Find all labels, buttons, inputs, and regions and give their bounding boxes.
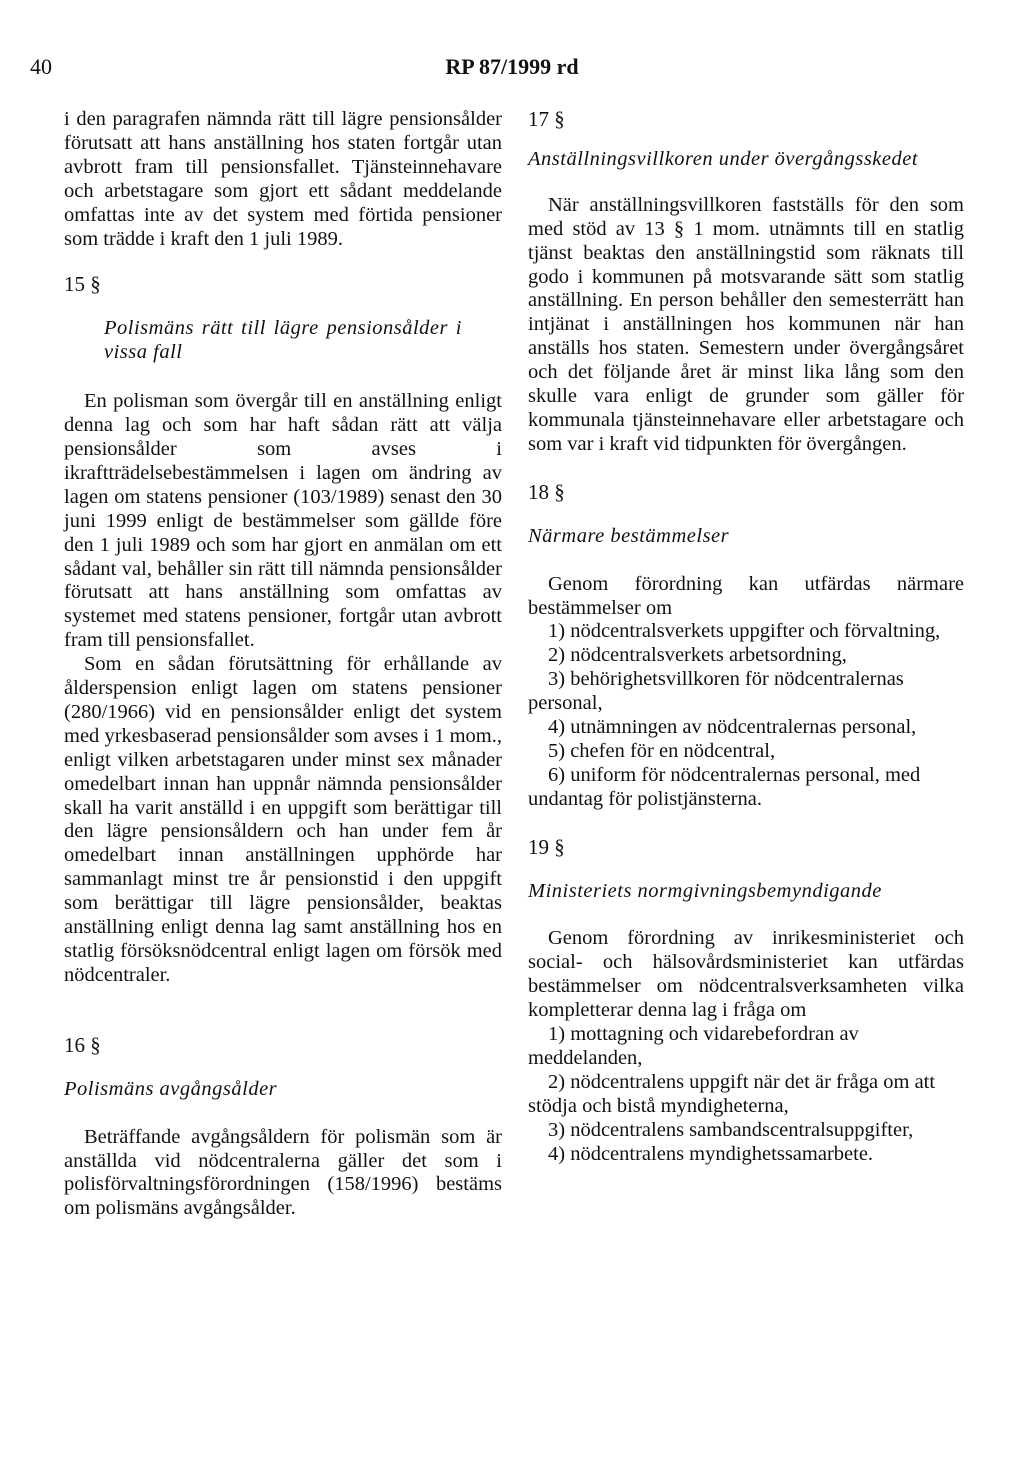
section-17-number: 17 § [528, 107, 565, 131]
section-15-number: 15 § [64, 272, 101, 297]
page-header [30, 54, 994, 84]
list-item: 2) nödcentralens uppgift när det är fråga om att stödja och bistå myndigheterna, [528, 1070, 936, 1117]
list-item: 6) uniform för nödcentralernas personal, med undantag för polistjänsterna. [528, 763, 921, 810]
section-18-number: 18 § [528, 479, 565, 504]
list-item: 1) mottagning och vidarebefordran av meddelanden, [528, 1023, 859, 1069]
page-number: 40 [30, 54, 52, 79]
section-16-title: Polismäns avgångsålder [64, 1077, 278, 1100]
section-17-paragraph-1: När anställningsvillkoren fastställs för den som med stöd av 13 § 1 mom. utnämnts till en statlig tjänst beaktas den anställningstid som räknats till godo i kommunen på motsvarande sätt som statlig anställning. En person behåller den semesterrätt han intjänat i anställningen hos kommunen när han anställs hos staten. Semestern under övergångsåret och det följande året är minst lika lång som den skulle vara enligt de grunder som gäller för kommunala tjänsteinnehavare eller arbetstagare och som var i kraft vid tidpunkten för övergången. [528, 193, 964, 455]
left-column [64, 108, 502, 1221]
running-head: RP 87/1999 rd [445, 54, 579, 79]
intro-paragraph: i den paragrafen nämnda rätt till lägre pensionsålder förutsatt att hans anställning hos staten fortgår utan avbrott fram till pensionsfallet. Tjänsteinnehavare och arbetstagare som gjort ett sådant meddelande omfattas inte av det system med förtida pensioner som trädde i kraft den 1 juli 1989. [64, 108, 502, 250]
section-18-title: Närmare bestämmelser [528, 524, 730, 547]
section-19-number: 19 § [528, 834, 565, 859]
section-19-intro: Genom förordning av inrikesministeriet och social- och hälsovårdsministeriet kan utfärdas bestämmelser om nödcentralsverksamheten vilka kompletterar denna lag i fråga om [528, 927, 964, 1022]
right-column [528, 108, 964, 1167]
section-16-number: 16 § [64, 1032, 101, 1057]
list-item: 3) nödcentralens sambandscentralsuppgifter, [548, 1118, 914, 1141]
list-item: 5) chefen för en nödcentral, [548, 739, 776, 762]
list-item: 4) utnämningen av nödcentralernas personal, [548, 716, 917, 739]
list-item: 1) nödcentralsverkets uppgifter och förvaltning, [548, 620, 941, 643]
section-19-title: Ministeriets normgivningsbemyndigande [528, 879, 882, 902]
list-item: 3) behörighetsvillkoren för nödcentralernas personal, [528, 668, 904, 715]
section-15-paragraph-2: Som en sådan förutsättning för erhållande av ålderspension enligt lagen om statens pensioner (280/1966) vid en pensionsålder enligt det system med yrkesbaserad pensionsålder som avses i 1 mom., enligt vilken arbetstagaren under minst sex månader omedelbart innan han uppnår nämnda pensionsålder skall ha varit anställd i en uppgift som berättigar till den lägre pensionsåldern och han under fem år omedelbart innan anställningen upphörde har sammanlagt minst tre år pensionstid i den uppgift som berättigar till lägre pensionsålder, beaktas anställning enligt denna lag samt anställning hos en statlig försöksnödcentral enligt lagen om försök med nödcentraler. [64, 653, 502, 986]
section-15-paragraph-1: En polisman som övergår till en anställning enligt denna lag och som har haft sådan rätt att välja pensionsålder som avses i ikraftträdelsebestämmelsen i lagen om ändring av lagen om statens pensioner (103/1989) senast den 30 juni 1999 enligt de bestämmelser som gällde före den 1 juli 1989 och som har gjort en anmälan om ett sådant val, behåller sin rätt till nämnda pensionsålder förutsatt att hans anställning som omfattas av systemet med statens pensioner, fortgår utan avbrott fram till pensionsfallet. [64, 390, 502, 652]
list-item: 4) nödcentralens myndighetssamarbete. [548, 1142, 874, 1165]
section-18-intro: Genom förordning kan utfärdas närmare bestämmelser om [528, 572, 964, 619]
list-item: 2) nödcentralsverkets arbetsordning, [548, 644, 847, 667]
section-16-paragraph-1: Beträffande avgångsåldern för polismän som är anställda vid nödcentralerna gäller det som i polisförvaltningsförordningen (158/1996) bestäms om polismäns avgångsålder. [64, 1125, 502, 1220]
section-17-title: Anställningsvillkoren under övergångsskedet [528, 147, 919, 170]
section-15-title: Polismäns rätt till lägre pensionsålder i vissa fall [104, 317, 462, 364]
